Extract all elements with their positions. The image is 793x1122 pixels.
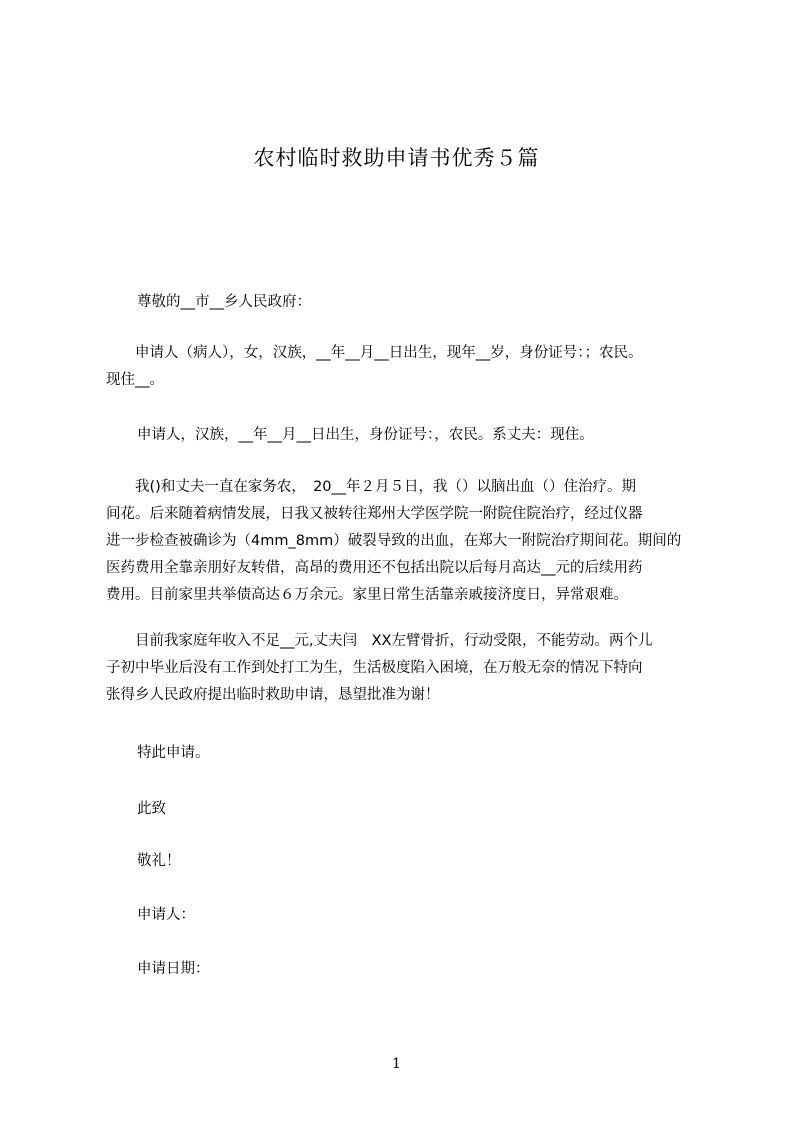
paragraph-line: 现住__。: [106, 372, 164, 388]
paragraph-line: 间花。后来随着病情发展，日我又被转往郑州大学医学院一附院住院治疗，经过仪器: [106, 506, 643, 522]
document-title: 农村临时救助申请书优秀５篇: [253, 146, 540, 170]
page-number: 1: [392, 1056, 401, 1072]
closing-zhizhi: 此致: [137, 801, 166, 817]
paragraph-line: 费用。目前家里共举债高达６万余元。家里日常生活靠亲戚接济度日，异常艰难。: [106, 587, 628, 603]
closing-salute: 敬礼！: [137, 853, 181, 869]
paragraph-line: 张得乡人民政府提出临时救助申请，恳望批准为谢！: [106, 687, 440, 703]
paragraph-line: 申请人（病人），女，汉族，__年__月__日出生，现年__岁，身份证号：；农民。: [106, 345, 643, 361]
paragraph-applicant-2: 申请人，汉族，__年__月__日出生，身份证号：，农民。系丈夫：现住。: [137, 427, 594, 443]
paragraph-applicant-1: [106, 340, 700, 394]
salutation: 尊敬的__市__乡人民政府：: [137, 294, 311, 310]
paragraph-line: 进一步检查被确诊为（4mm_8mm）破裂导致的出血，在郑大一附院治疗期间花。期间的: [106, 533, 682, 549]
paragraph-line: 医药费用全靠亲朋好友转借，高昂的费用还不包括出院以后每月高达__元的后续用药: [106, 560, 643, 576]
closing-request: 特此申请。: [137, 745, 210, 761]
paragraph-line: 目前我家庭年收入不足__元,丈夫闫 XX左臂骨折，行动受限，不能劳动。两个儿: [106, 633, 653, 649]
paragraph-medical-history: [106, 474, 700, 609]
paragraph-line: 子初中毕业后没有工作到处打工为生，生活极度陷入困境，在万般无奈的情况下特向: [106, 660, 643, 676]
applicant-signature-label: 申请人：: [137, 907, 195, 923]
application-date-label: 申请日期：: [137, 961, 210, 977]
paragraph-line: 我()和丈夫一直在家务农， 20__年２月５日，我（）以脑出血（）住治疗。期: [106, 479, 637, 495]
paragraph-family-situation: [106, 628, 700, 709]
